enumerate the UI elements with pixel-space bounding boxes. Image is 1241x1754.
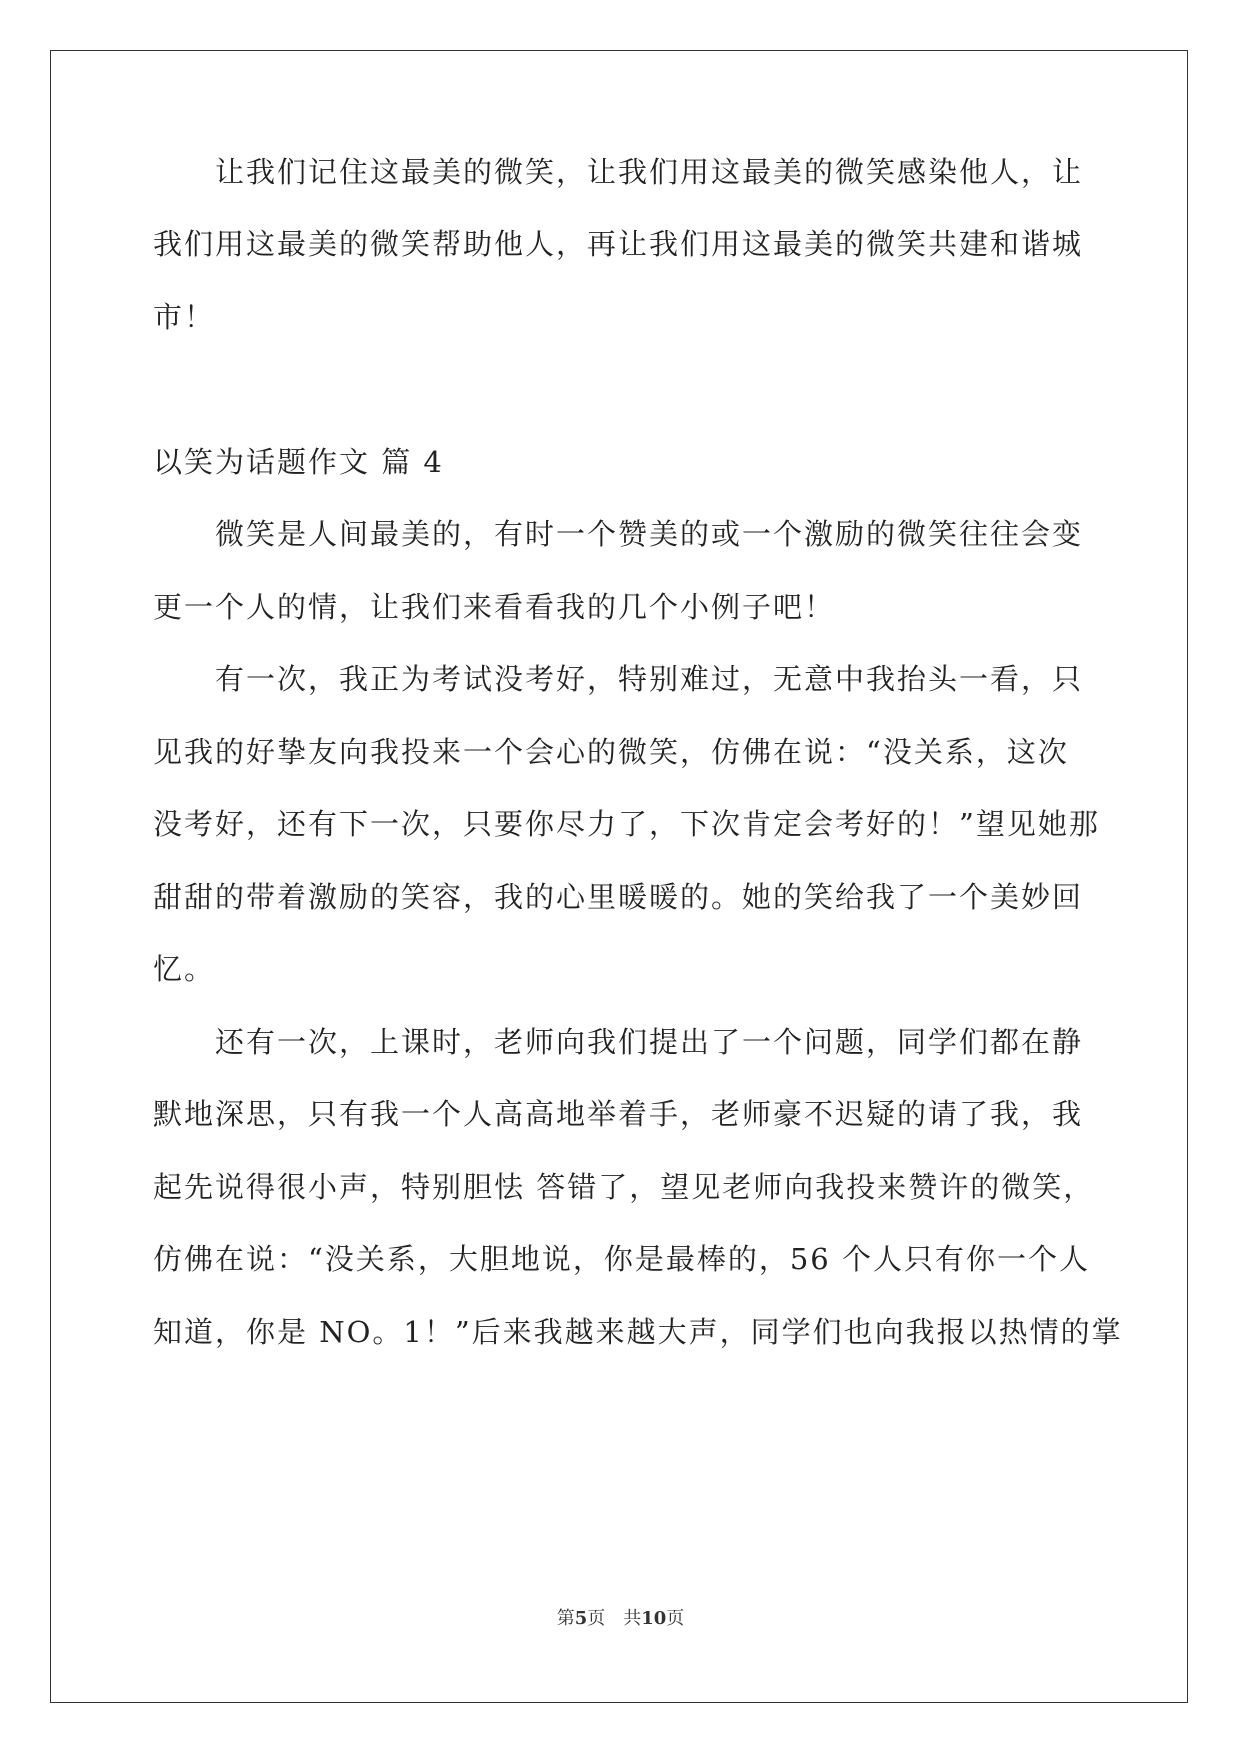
paragraph-line-3: 市！ bbox=[153, 300, 216, 334]
paragraph-line-9: 甜甜的带着激励的笑容，我的心里暖暖的。她的笑给我了一个美妙回 bbox=[153, 880, 1084, 914]
paragraph-line-13: 起先说得很小声，特别胆怯 答错了，望见老师向我投来赞许的微笑， bbox=[153, 1170, 1095, 1204]
footer-prefix: 第 bbox=[556, 1608, 575, 1629]
page-footer bbox=[0, 1607, 1241, 1631]
paragraph-line-14: 仿佛在说：“没关系，大胆地说，你是最棒的，56 个人只有你一个人 bbox=[153, 1242, 1090, 1276]
paragraph-line-6: 有一次，我正为考试没考好，特别难过，无意中我抬头一看，只 bbox=[215, 662, 1084, 696]
paragraph-line-10: 忆。 bbox=[153, 952, 216, 986]
paragraph-line-11: 还有一次，上课时，老师向我们提出了一个问题，同学们都在静 bbox=[215, 1025, 1084, 1059]
section-heading: 以笑为话题作文 篇 4 bbox=[153, 445, 444, 479]
paragraph-line-1: 让我们记住这最美的微笑，让我们用这最美的微笑感染他人，让 bbox=[215, 155, 1084, 189]
paragraph-line-12: 默地深思，只有我一个人高高地举着手，老师豪不迟疑的请了我，我 bbox=[153, 1097, 1084, 1131]
paragraph-line-5: 更一个人的情，让我们来看看我的几个小例子吧！ bbox=[153, 590, 836, 624]
paragraph-line-7: 见我的好挚友向我投来一个会心的微笑，仿佛在说：“没关系，这次 bbox=[153, 735, 1069, 769]
footer-page-number: 5 bbox=[574, 1608, 588, 1629]
footer-total-pages: 10 bbox=[641, 1608, 667, 1629]
footer-middle: 页 共 bbox=[587, 1608, 642, 1629]
paragraph-line-4: 微笑是人间最美的，有时一个赞美的或一个激励的微笑往往会变 bbox=[215, 517, 1084, 551]
footer-suffix: 页 bbox=[666, 1608, 685, 1629]
paragraph-line-8: 没考好，还有下一次，只要你尽力了，下次肯定会考好的！”望见她那 bbox=[153, 807, 1100, 841]
paragraph-line-15: 知道，你是 NO。1！”后来我越来越大声，同学们也向我报以热情的掌 bbox=[153, 1315, 1123, 1349]
paragraph-line-2: 我们用这最美的微笑帮助他人，再让我们用这最美的微笑共建和谐城 bbox=[153, 227, 1084, 261]
